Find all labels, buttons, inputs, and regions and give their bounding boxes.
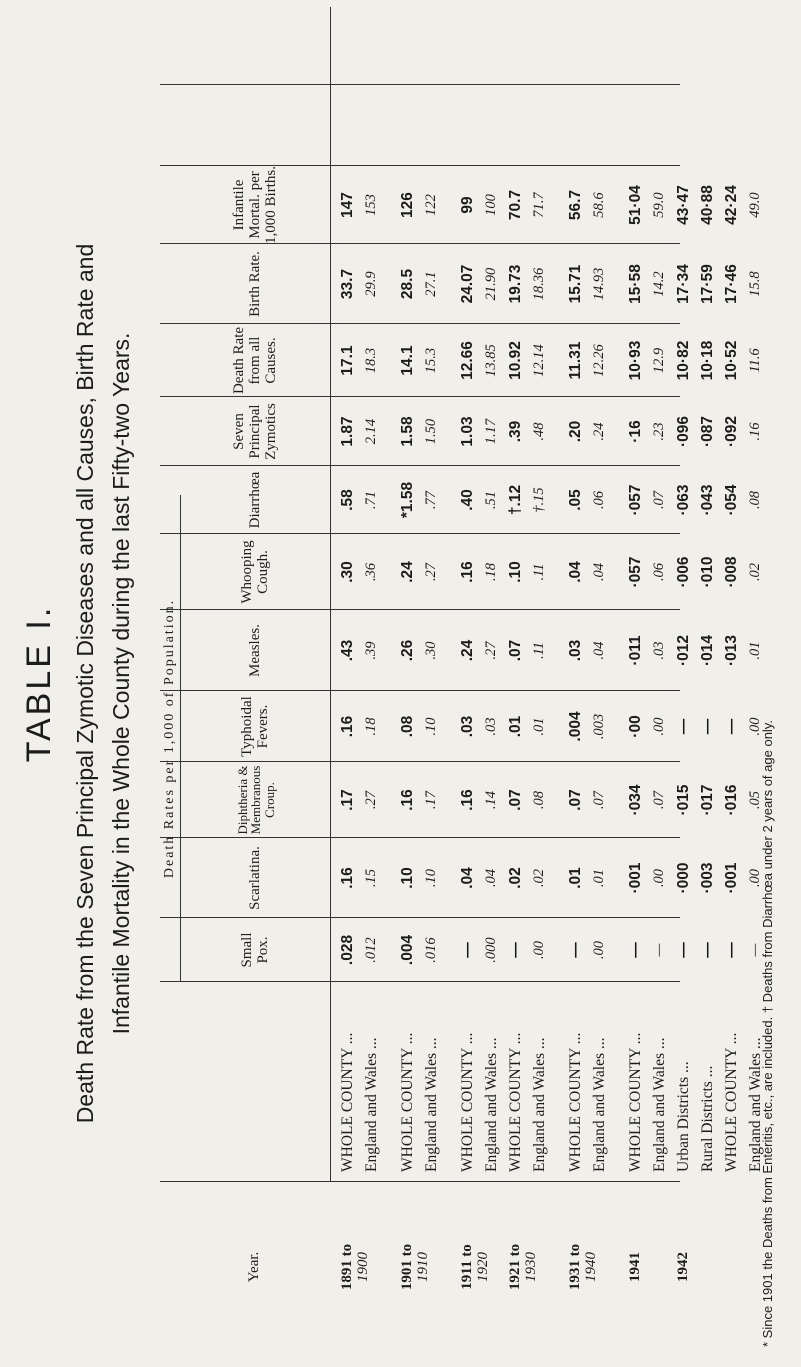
table-cell: 51·04 bbox=[627, 185, 644, 225]
table-cell: ·001 bbox=[627, 862, 644, 894]
table-cell: .04 bbox=[591, 562, 607, 582]
table-cell: .27 bbox=[363, 790, 379, 810]
table-cell: 42·24 bbox=[723, 185, 740, 225]
table-cell: ·057 bbox=[627, 484, 644, 516]
table-cell: — bbox=[675, 942, 692, 958]
table-cell: .10 bbox=[507, 561, 524, 583]
table-cell: .07 bbox=[567, 789, 584, 811]
table-cell: 71.7 bbox=[531, 192, 547, 218]
table-cell: .03 bbox=[483, 717, 499, 736]
table-cell: .20 bbox=[567, 420, 584, 443]
table-cell: 11.6 bbox=[747, 348, 763, 373]
table-cell: .00 bbox=[747, 717, 763, 736]
year-label-line-1: 1941 bbox=[627, 1252, 643, 1282]
table-cell: .48 bbox=[531, 422, 547, 441]
table-cell: ·016 bbox=[723, 784, 740, 816]
table-cell: 28.5 bbox=[399, 268, 416, 300]
table-cell: .00 bbox=[651, 717, 667, 736]
year-label-line-1: 1931 to bbox=[567, 1243, 583, 1291]
table-cell: ·012 bbox=[675, 634, 692, 667]
table-cell: .27 bbox=[423, 562, 439, 582]
table-cell: — bbox=[459, 942, 476, 958]
row-label: WHOLE COUNTY ... bbox=[339, 1032, 356, 1172]
table-cell: .003 bbox=[591, 713, 607, 740]
table-cell: 43·47 bbox=[675, 185, 692, 225]
table-cell: ·014 bbox=[699, 634, 716, 667]
table-cell: ·00 bbox=[627, 715, 644, 738]
table-cell: .01 bbox=[747, 641, 763, 660]
table-cell: 19.73 bbox=[507, 264, 524, 304]
table-cell: 153 bbox=[363, 194, 379, 216]
table-cell: .18 bbox=[483, 562, 499, 582]
table-cell: 12.9 bbox=[651, 347, 667, 374]
table-cell: 17.1 bbox=[339, 345, 356, 376]
row-label: WHOLE COUNTY ... bbox=[567, 1032, 584, 1172]
year-label bbox=[568, 1182, 600, 1352]
table-cell: .00 bbox=[591, 940, 607, 960]
table-cell: ·000 bbox=[675, 862, 692, 894]
row-label: England and Wales ... bbox=[483, 1037, 500, 1172]
table-cell: .43 bbox=[339, 639, 356, 662]
year-label bbox=[340, 1182, 372, 1352]
table-cell: .14 bbox=[483, 790, 499, 810]
table-cell: .07 bbox=[507, 789, 524, 811]
table-cell: .01 bbox=[531, 717, 547, 736]
table-cell: 99 bbox=[459, 196, 476, 214]
row-label: England and Wales ... bbox=[591, 1037, 608, 1172]
table-cell: ·013 bbox=[723, 634, 740, 667]
table-cell: .40 bbox=[459, 489, 476, 511]
row-label: Urban Districts ... bbox=[675, 1061, 692, 1172]
row-label: England and Wales ... bbox=[747, 1037, 764, 1172]
year-label-line-1: 1891 to bbox=[339, 1243, 355, 1291]
table-cell: .27 bbox=[483, 641, 499, 660]
table-cell: 15.3 bbox=[423, 347, 439, 374]
table-cell: 1.03 bbox=[459, 416, 476, 447]
header-bottom-rule bbox=[330, 7, 331, 1182]
table-cell: ·054 bbox=[723, 484, 740, 516]
header-diphtheria: Diphtheria & Membranous Croup. bbox=[234, 765, 277, 835]
table-cell: .08 bbox=[747, 490, 763, 510]
year-label-line-2: 1930 bbox=[522, 1252, 539, 1282]
table-cell: .00 bbox=[651, 868, 667, 888]
table-cell: .00 bbox=[747, 868, 763, 888]
table-cell: 13.85 bbox=[483, 344, 499, 377]
table-cell: 24.07 bbox=[459, 264, 476, 304]
table-cell: .15 bbox=[363, 868, 379, 888]
year-label bbox=[508, 1182, 540, 1352]
column-rule bbox=[160, 84, 680, 85]
table-cell: 70.7 bbox=[507, 189, 524, 221]
table-cell: .02 bbox=[747, 562, 763, 582]
table-cell: ·043 bbox=[699, 484, 716, 516]
table-cell: .10 bbox=[423, 868, 439, 888]
table-cell: ·015 bbox=[675, 784, 692, 816]
table-cell: — bbox=[723, 718, 740, 735]
table-cell: .02 bbox=[531, 868, 547, 888]
year-label-line-2: 1920 bbox=[474, 1252, 491, 1282]
group-header-rule bbox=[180, 495, 181, 982]
table-cell: 122 bbox=[423, 194, 439, 216]
table-cell: .01 bbox=[567, 867, 584, 889]
table-cell: .16 bbox=[399, 789, 416, 811]
table-cell: *1.58 bbox=[399, 481, 416, 519]
table-cell: ·087 bbox=[699, 415, 716, 448]
table-cell: .028 bbox=[339, 934, 356, 966]
row-label: England and Wales ... bbox=[423, 1037, 440, 1172]
table-cell: ·011 bbox=[627, 635, 644, 666]
table-cell: 14.93 bbox=[591, 267, 607, 301]
table-cell: 17·34 bbox=[675, 264, 692, 304]
table-cell: .18 bbox=[363, 717, 379, 736]
table-cell: ·017 bbox=[699, 784, 716, 816]
year-label bbox=[400, 1182, 432, 1352]
table-cell: .30 bbox=[339, 561, 356, 583]
table-cell: 18.36 bbox=[531, 267, 547, 301]
table-cell: 1.87 bbox=[339, 416, 356, 447]
table-cell: ·006 bbox=[675, 556, 692, 588]
table-cell: 59.0 bbox=[651, 192, 667, 218]
table-cell: ·096 bbox=[675, 415, 692, 448]
table-cell: — bbox=[699, 942, 716, 958]
table-cell: .16 bbox=[459, 789, 476, 811]
table-subtitle-line-2: Infantile Mortality in the Whole County during the last Fifty-two Years. bbox=[108, 332, 134, 1035]
table-cell: .16 bbox=[459, 561, 476, 583]
table-cell: .16 bbox=[747, 422, 763, 441]
table-cell: .03 bbox=[567, 639, 584, 662]
table-cell: 49.0 bbox=[747, 192, 763, 218]
year-label-line-2: 1910 bbox=[414, 1252, 431, 1282]
table-cell: ·001 bbox=[723, 862, 740, 894]
table-cell: .07 bbox=[507, 639, 524, 662]
table-cell: .06 bbox=[651, 562, 667, 582]
table-cell: 126 bbox=[399, 192, 416, 218]
table-cell: 147 bbox=[339, 192, 356, 218]
table-cell: .10 bbox=[399, 867, 416, 889]
table-cell: — bbox=[675, 718, 692, 735]
table-cell: 2.14 bbox=[363, 418, 379, 445]
table-cell: — bbox=[651, 943, 667, 957]
table-cell: 40·88 bbox=[699, 185, 716, 225]
table-cell: — bbox=[723, 942, 740, 958]
table-cell: .39 bbox=[507, 420, 524, 443]
table-cell: 17·46 bbox=[723, 264, 740, 304]
table-cell: .77 bbox=[423, 490, 439, 510]
table-cell: ·008 bbox=[723, 556, 740, 588]
table-cell: 10.92 bbox=[507, 341, 524, 380]
table-subtitle-line-1: Death Rate from the Seven Principal Zymotic Diseases and all Causes, Birth Rate and bbox=[72, 243, 98, 1124]
year-label bbox=[460, 1182, 492, 1352]
table-cell: 10·52 bbox=[723, 340, 740, 381]
year-label-line-1: 1921 to bbox=[507, 1243, 523, 1291]
table-cell: .04 bbox=[567, 561, 584, 583]
table-cell: .23 bbox=[651, 422, 667, 441]
table-cell: .36 bbox=[363, 562, 379, 582]
table-cell: .04 bbox=[591, 641, 607, 660]
table-cell: — bbox=[627, 942, 644, 958]
header-whooping: Whooping Cough. bbox=[239, 540, 271, 604]
table-footnote: * Since 1901 the Deaths from Enteritis, etc., are included. † Deaths from Diarrhœa under 2 years of age only. bbox=[760, 720, 775, 1347]
table-cell: .000 bbox=[483, 937, 499, 963]
table-cell: .07 bbox=[591, 790, 607, 810]
table-cell: .08 bbox=[531, 790, 547, 810]
year-label-line-1: 1911 to bbox=[459, 1244, 475, 1290]
table-cell: .39 bbox=[363, 641, 379, 660]
row-label: WHOLE COUNTY ... bbox=[459, 1032, 476, 1172]
table-cell: — bbox=[699, 718, 716, 735]
table-cell: ·034 bbox=[627, 784, 644, 816]
year-label-line-1: 1901 to bbox=[399, 1243, 415, 1291]
table-cell: 10·18 bbox=[699, 340, 716, 381]
table-cell: ·003 bbox=[699, 862, 716, 894]
table-cell: 58.6 bbox=[591, 192, 607, 218]
year-label bbox=[676, 1182, 692, 1352]
table-cell: .01 bbox=[591, 868, 607, 888]
table-cell: .03 bbox=[651, 641, 667, 660]
table-cell: .24 bbox=[399, 561, 416, 583]
header-scarlatina: Scarlatina. bbox=[247, 846, 264, 910]
header-measles: Measles. bbox=[247, 624, 264, 677]
table-cell: †.15 bbox=[531, 487, 547, 513]
table-cell: — bbox=[507, 942, 524, 958]
table-cell: .004 bbox=[399, 934, 416, 966]
table-cell: 12.66 bbox=[459, 341, 476, 380]
row-label: WHOLE COUNTY ... bbox=[723, 1032, 740, 1172]
table-cell: 10·93 bbox=[627, 340, 644, 381]
table-cell: 15.8 bbox=[747, 271, 763, 297]
table-cell: .16 bbox=[339, 715, 356, 738]
table-cell: 14.1 bbox=[399, 345, 416, 376]
table-cell: 11.31 bbox=[567, 341, 584, 380]
table-cell: .71 bbox=[363, 490, 379, 510]
table-cell: 27.1 bbox=[423, 271, 439, 297]
table-cell: .07 bbox=[651, 490, 667, 510]
table-cell: .02 bbox=[507, 867, 524, 889]
header-death-rates-group: Death Rates per 1,000 of Population. bbox=[162, 598, 177, 879]
table-cell: .016 bbox=[423, 937, 439, 963]
table-cell: 29.9 bbox=[363, 271, 379, 297]
table-cell: .24 bbox=[591, 422, 607, 441]
table-cell: ·057 bbox=[627, 556, 644, 588]
table-cell: .24 bbox=[459, 639, 476, 662]
table-cell: .11 bbox=[531, 563, 547, 581]
table-cell: 18.3 bbox=[363, 347, 379, 374]
table-cell: .10 bbox=[423, 717, 439, 736]
table-cell: ·063 bbox=[675, 484, 692, 516]
table-cell: 1.17 bbox=[483, 418, 499, 445]
table-cell: .04 bbox=[483, 868, 499, 888]
header-diarrhoea: Diarrhœa bbox=[247, 471, 264, 529]
table-cell: 100 bbox=[483, 194, 499, 216]
table-cell: .05 bbox=[747, 790, 763, 810]
row-label: WHOLE COUNTY ... bbox=[399, 1032, 416, 1172]
table-cell: 1.58 bbox=[399, 416, 416, 447]
table-cell: .05 bbox=[567, 489, 584, 511]
table-cell: 15·58 bbox=[627, 264, 644, 304]
table-cell: .012 bbox=[363, 937, 379, 963]
table-cell: — bbox=[747, 943, 763, 957]
table-cell: .01 bbox=[507, 715, 524, 738]
table-cell: .51 bbox=[483, 490, 499, 510]
table-cell: .004 bbox=[567, 711, 584, 742]
header-death-rate-all: Death Rate from all Causes. bbox=[231, 326, 279, 395]
table-cell: .07 bbox=[651, 790, 667, 810]
table-cell: 1.50 bbox=[423, 418, 439, 445]
header-small-pox: Small Pox. bbox=[239, 932, 271, 968]
table-cell: ·16 bbox=[627, 420, 644, 443]
year-label-line-2: 1900 bbox=[354, 1252, 371, 1282]
header-year: Year. bbox=[246, 1251, 263, 1283]
year-label-line-2: 1940 bbox=[582, 1252, 599, 1282]
table-cell: 21.90 bbox=[483, 267, 499, 301]
table-cell: .04 bbox=[459, 867, 476, 889]
table-cell: 12.26 bbox=[591, 344, 607, 377]
year-label bbox=[628, 1182, 644, 1352]
table-cell: 56.7 bbox=[567, 189, 584, 221]
table-cell: ·010 bbox=[699, 556, 716, 588]
row-label: WHOLE COUNTY ... bbox=[507, 1032, 524, 1172]
table-cell: .30 bbox=[423, 641, 439, 660]
header-seven-principal: Seven Principal Zymotics bbox=[231, 403, 279, 460]
row-label: England and Wales ... bbox=[363, 1037, 380, 1172]
table-cell: .03 bbox=[459, 715, 476, 738]
table-cell: †.12 bbox=[507, 484, 524, 516]
statistics-table bbox=[160, 7, 764, 1352]
row-label: WHOLE COUNTY ... bbox=[627, 1032, 644, 1172]
table-cell: 33.7 bbox=[339, 268, 356, 300]
table-cell: .00 bbox=[531, 940, 547, 960]
table-cell: .08 bbox=[399, 715, 416, 738]
year-label-line-1: 1942 bbox=[675, 1252, 691, 1282]
table-cell: .17 bbox=[423, 790, 439, 810]
header-infantile: Infantile Mortal. per 1,000 Births. bbox=[231, 166, 279, 244]
table-cell: 12.14 bbox=[531, 344, 547, 377]
table-cell: .06 bbox=[591, 490, 607, 510]
row-label: Rural Districts ... bbox=[699, 1065, 716, 1172]
table-cell: 15.71 bbox=[567, 264, 584, 304]
row-label: England and Wales ... bbox=[531, 1037, 548, 1172]
table-cell: 10·82 bbox=[675, 340, 692, 381]
table-cell: .16 bbox=[339, 867, 356, 889]
table-title: TABLE I. bbox=[20, 604, 58, 763]
table-cell: .17 bbox=[339, 789, 356, 811]
header-birth-rate: Birth Rate. bbox=[247, 251, 264, 317]
table-cell: — bbox=[567, 942, 584, 958]
table-cell: ·092 bbox=[723, 415, 740, 448]
table-cell: 17·59 bbox=[699, 264, 716, 304]
table-cell: 14.2 bbox=[651, 271, 667, 297]
table-cell: .11 bbox=[531, 641, 547, 660]
row-label: England and Wales ... bbox=[651, 1037, 668, 1172]
table-cell: .26 bbox=[399, 639, 416, 662]
header-typhoidal: Typhoidal Fevers. bbox=[239, 696, 271, 757]
table-cell: .58 bbox=[339, 489, 356, 511]
